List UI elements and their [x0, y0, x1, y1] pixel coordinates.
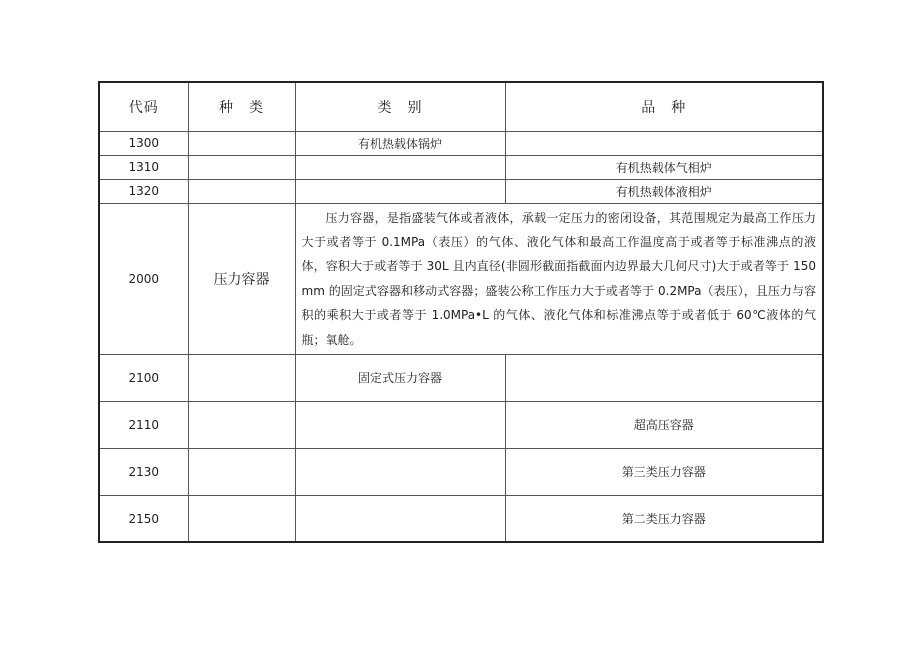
kind-cell — [188, 401, 295, 448]
code-cell: 2150 — [99, 495, 188, 542]
category-cell — [295, 155, 505, 179]
category-cell: 有机热载体锅炉 — [295, 131, 505, 155]
header-code: 代码 — [99, 82, 188, 131]
code-cell: 1310 — [99, 155, 188, 179]
table-row — [99, 448, 823, 495]
table-header-row — [99, 82, 823, 131]
variety-cell: 有机热载体液相炉 — [505, 179, 823, 203]
kind-cell — [188, 448, 295, 495]
table-row-description — [99, 203, 823, 354]
description-cell — [295, 203, 823, 354]
variety-cell: 超高压容器 — [505, 401, 823, 448]
header-category: 类 别 — [295, 82, 505, 131]
kind-cell — [188, 495, 295, 542]
table-row — [99, 495, 823, 542]
table-row — [99, 354, 823, 401]
kind-cell: 压力容器 — [188, 203, 295, 354]
code-cell: 1300 — [99, 131, 188, 155]
variety-cell: 第二类压力容器 — [505, 495, 823, 542]
code-cell: 1320 — [99, 179, 188, 203]
category-cell — [295, 448, 505, 495]
category-cell — [295, 495, 505, 542]
code-cell: 2130 — [99, 448, 188, 495]
header-kind: 种 类 — [188, 82, 295, 131]
code-cell: 2000 — [99, 203, 188, 354]
variety-cell: 第三类压力容器 — [505, 448, 823, 495]
category-cell: 固定式压力容器 — [295, 354, 505, 401]
kind-cell — [188, 131, 295, 155]
equipment-code-table — [98, 81, 824, 543]
variety-cell — [505, 131, 823, 155]
variety-cell: 有机热载体气相炉 — [505, 155, 823, 179]
pressure-vessel-definition: 压力容器，是指盛装气体或者液体，承载一定压力的密闭设备，其范围规定为最高工作压力大于或者等于 0.1MPa（表压）的气体、液化气体和最高工作温度高于或者等于标准沸点的液体，容积大于或者等于 30L 且内直径(非圆形截面指截面内边界最大几何尺寸)大于或者等于 150mm 的固定式容器和移动式容器；盛装公称工作压力大于或者等于 0.2MPa（表压），且压力与容积的乘积大于或者等于 1.0MPa•L 的气体、液化气体和标准沸点等于或者低于 60℃液体的气瓶；氧舱。 — [301, 210, 816, 347]
kind-cell — [188, 354, 295, 401]
category-cell — [295, 401, 505, 448]
kind-cell — [188, 155, 295, 179]
table-row — [99, 155, 823, 179]
code-cell: 2100 — [99, 354, 188, 401]
variety-cell — [505, 354, 823, 401]
kind-cell — [188, 179, 295, 203]
category-cell — [295, 179, 505, 203]
table-row — [99, 401, 823, 448]
table-row — [99, 131, 823, 155]
code-cell: 2110 — [99, 401, 188, 448]
header-variety: 品 种 — [505, 82, 823, 131]
table-row — [99, 179, 823, 203]
